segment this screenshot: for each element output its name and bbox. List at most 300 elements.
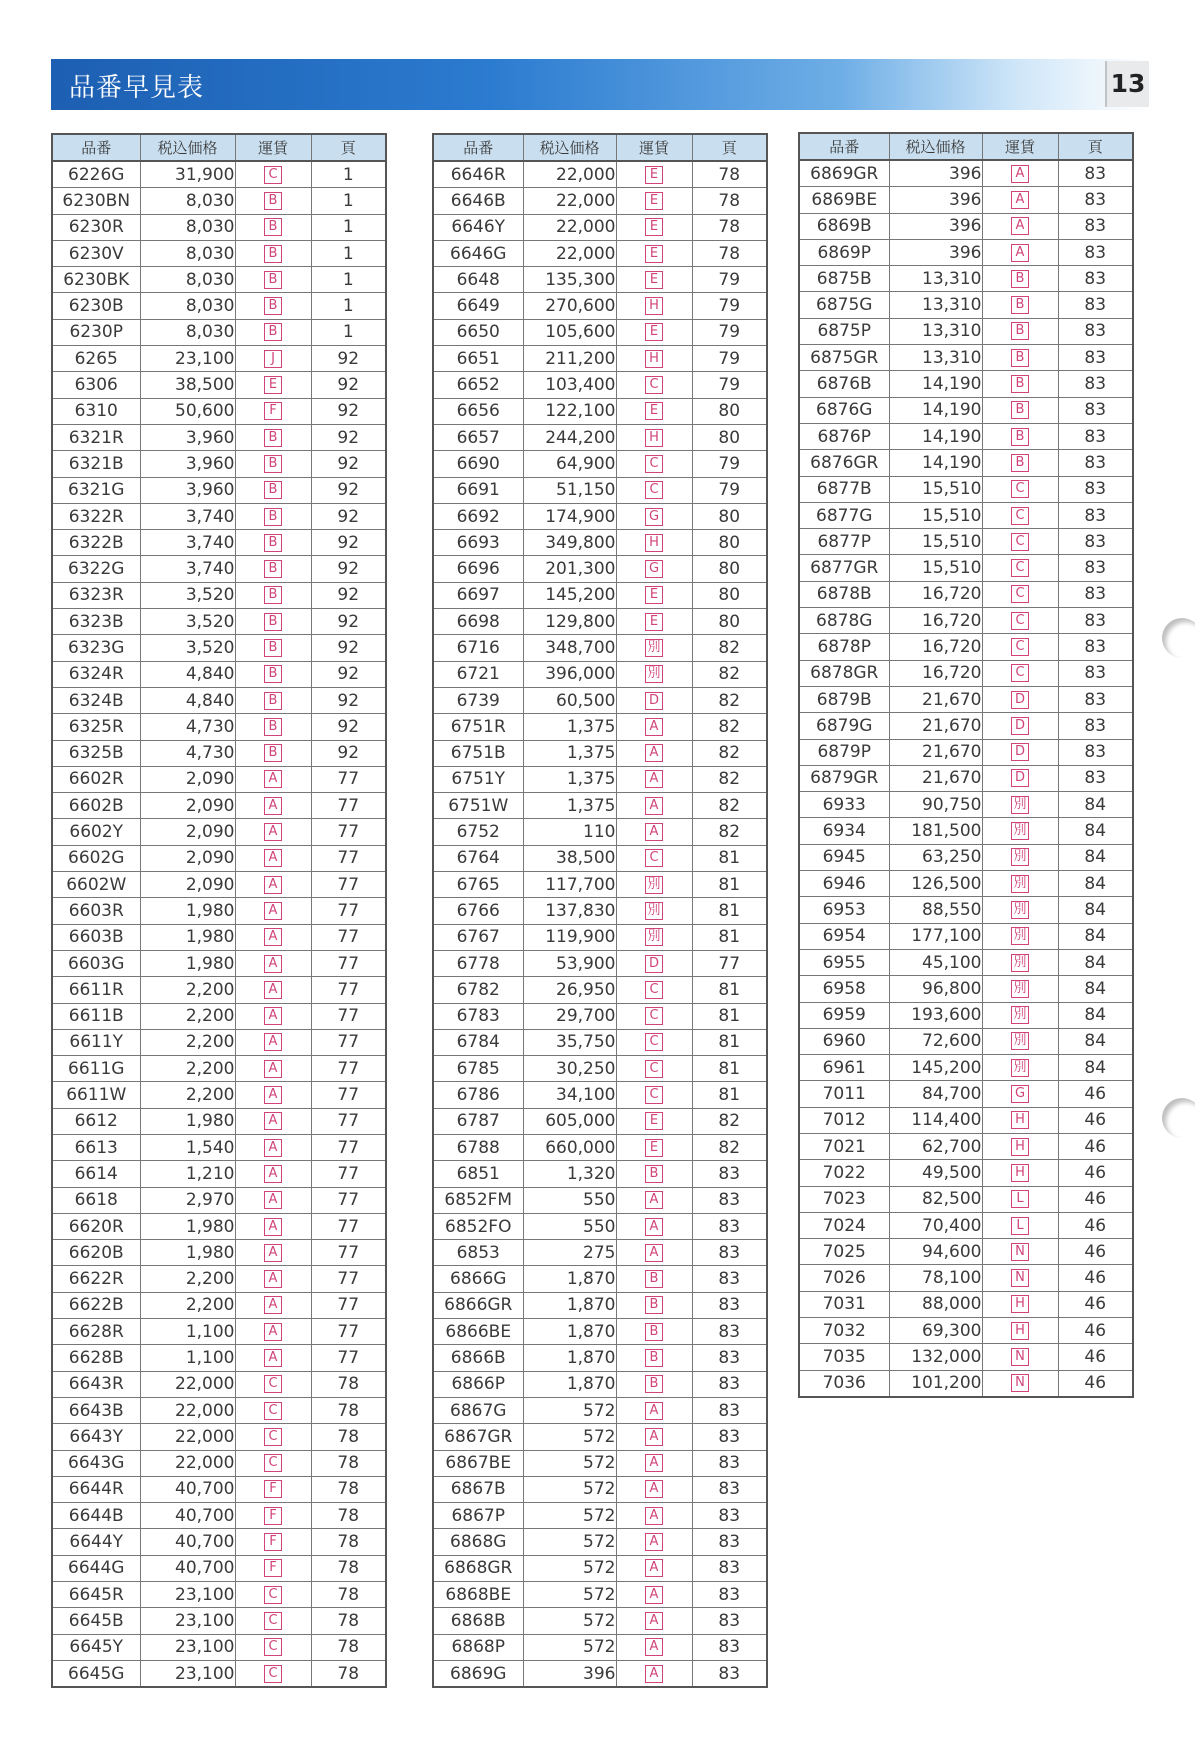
table-row bbox=[52, 687, 386, 713]
table-row bbox=[799, 739, 1133, 765]
item-code-cell: 6230R bbox=[52, 214, 140, 240]
table-row bbox=[799, 1081, 1133, 1107]
shipping-cell bbox=[235, 793, 311, 819]
price-cell: 132,000 bbox=[889, 1344, 982, 1370]
item-code-cell: 6613 bbox=[52, 1134, 140, 1160]
table-row bbox=[433, 845, 767, 871]
shipping-class-badge: E bbox=[645, 218, 663, 236]
table-row bbox=[799, 529, 1133, 555]
shipping-cell bbox=[982, 555, 1058, 581]
price-cell: 22,000 bbox=[523, 240, 616, 266]
table-row bbox=[52, 845, 386, 871]
shipping-class-badge: B bbox=[264, 665, 282, 683]
price-cell: 88,550 bbox=[889, 897, 982, 923]
table-row bbox=[52, 346, 386, 372]
shipping-class-badge: E bbox=[645, 402, 663, 420]
page-ref-cell: 92 bbox=[311, 372, 386, 398]
price-cell: 13,310 bbox=[889, 318, 982, 344]
page-ref-cell: 83 bbox=[692, 1319, 767, 1345]
page-ref-cell: 1 bbox=[311, 240, 386, 266]
item-code-cell: 6867B bbox=[433, 1476, 523, 1502]
shipping-class-badge: E bbox=[645, 1139, 663, 1157]
table-row bbox=[433, 766, 767, 792]
item-code-cell: 6230B bbox=[52, 293, 140, 319]
item-code-cell: 6644Y bbox=[52, 1529, 140, 1555]
item-code-cell: 6868G bbox=[433, 1529, 523, 1555]
price-cell: 1,375 bbox=[523, 793, 616, 819]
price-cell: 2,090 bbox=[140, 819, 235, 845]
shipping-class-badge: E bbox=[264, 376, 282, 394]
shipping-class-badge: A bbox=[645, 1454, 663, 1472]
shipping-cell bbox=[982, 660, 1058, 686]
page-ref-cell: 77 bbox=[311, 1029, 386, 1055]
item-code-cell: 6875P bbox=[799, 318, 889, 344]
price-cell: 96,800 bbox=[889, 976, 982, 1002]
page-ref-cell: 46 bbox=[1058, 1081, 1133, 1107]
price-cell: 1,870 bbox=[523, 1345, 616, 1371]
shipping-cell bbox=[616, 977, 692, 1003]
price-cell: 270,600 bbox=[523, 293, 616, 319]
table-row bbox=[52, 1397, 386, 1423]
price-cell: 3,960 bbox=[140, 451, 235, 477]
table-row bbox=[799, 1318, 1133, 1344]
page-ref-cell: 78 bbox=[311, 1634, 386, 1660]
item-code-cell: 6853 bbox=[433, 1240, 523, 1266]
table-row bbox=[433, 1003, 767, 1029]
shipping-class-badge: 別 bbox=[1011, 901, 1029, 919]
shipping-class-badge: B bbox=[264, 613, 282, 631]
page-ref-cell: 83 bbox=[1058, 371, 1133, 397]
table-row bbox=[52, 372, 386, 398]
shipping-class-badge: B bbox=[645, 1165, 663, 1183]
table-row bbox=[799, 713, 1133, 739]
item-code-cell: 7035 bbox=[799, 1344, 889, 1370]
item-code-cell: 6851 bbox=[433, 1161, 523, 1187]
table-row bbox=[52, 766, 386, 792]
table-row bbox=[52, 1450, 386, 1476]
shipping-class-badge: A bbox=[645, 1507, 663, 1525]
price-cell: 1,980 bbox=[140, 1108, 235, 1134]
table-row bbox=[52, 1608, 386, 1634]
shipping-class-badge: C bbox=[264, 1454, 282, 1472]
item-code-cell: 6322R bbox=[52, 503, 140, 529]
shipping-cell bbox=[982, 318, 1058, 344]
table-row bbox=[52, 1319, 386, 1345]
table-row bbox=[433, 319, 767, 345]
shipping-cell bbox=[616, 1371, 692, 1397]
item-code-cell: 6697 bbox=[433, 582, 523, 608]
page-ref-cell: 83 bbox=[692, 1634, 767, 1660]
item-code-cell: 6603B bbox=[52, 924, 140, 950]
page-ref-cell: 83 bbox=[1058, 187, 1133, 213]
price-cell: 135,300 bbox=[523, 267, 616, 293]
shipping-class-badge: A bbox=[645, 718, 663, 736]
table-row bbox=[52, 1476, 386, 1502]
price-cell: 29,700 bbox=[523, 1003, 616, 1029]
lookup-table-2 bbox=[432, 133, 768, 1688]
shipping-class-badge: B bbox=[1011, 296, 1029, 314]
page-ref-cell: 92 bbox=[311, 582, 386, 608]
shipping-cell bbox=[616, 372, 692, 398]
page-ref-cell: 92 bbox=[311, 687, 386, 713]
page-ref-cell: 80 bbox=[692, 556, 767, 582]
table-row bbox=[52, 1345, 386, 1371]
shipping-cell bbox=[616, 1187, 692, 1213]
shipping-cell bbox=[982, 292, 1058, 318]
item-code-cell: 6877B bbox=[799, 476, 889, 502]
item-code-cell: 6878GR bbox=[799, 660, 889, 686]
page-ref-cell: 81 bbox=[692, 1082, 767, 1108]
shipping-class-badge: 別 bbox=[1011, 927, 1029, 945]
table-row bbox=[433, 1292, 767, 1318]
shipping-cell bbox=[982, 1370, 1058, 1397]
price-cell: 62,700 bbox=[889, 1133, 982, 1159]
table-row bbox=[52, 214, 386, 240]
shipping-class-badge: F bbox=[264, 1559, 282, 1577]
page-number: 13 bbox=[1105, 61, 1149, 107]
price-cell: 1,100 bbox=[140, 1345, 235, 1371]
page-ref-cell: 83 bbox=[1058, 423, 1133, 449]
item-code-cell: 6657 bbox=[433, 424, 523, 450]
table-row bbox=[799, 844, 1133, 870]
table-row bbox=[52, 424, 386, 450]
table-row bbox=[52, 1161, 386, 1187]
price-cell: 22,000 bbox=[523, 161, 616, 188]
shipping-cell bbox=[616, 451, 692, 477]
price-cell: 129,800 bbox=[523, 609, 616, 635]
page-ref-cell: 79 bbox=[692, 346, 767, 372]
shipping-cell bbox=[616, 424, 692, 450]
item-code-cell: 6877G bbox=[799, 502, 889, 528]
shipping-class-badge: A bbox=[645, 770, 663, 788]
shipping-cell bbox=[616, 530, 692, 556]
column-header-shipping: 運賃 bbox=[982, 133, 1058, 160]
table-row bbox=[433, 635, 767, 661]
table-row bbox=[52, 714, 386, 740]
shipping-cell bbox=[616, 1503, 692, 1529]
shipping-cell bbox=[982, 529, 1058, 555]
page-ref-cell: 79 bbox=[692, 267, 767, 293]
item-code-cell: 6323G bbox=[52, 635, 140, 661]
shipping-class-badge: J bbox=[264, 350, 282, 368]
page-ref-cell: 80 bbox=[692, 530, 767, 556]
price-cell: 4,840 bbox=[140, 661, 235, 687]
price-cell: 572 bbox=[523, 1476, 616, 1502]
shipping-class-badge: H bbox=[1011, 1138, 1029, 1156]
page-ref-cell: 84 bbox=[1058, 792, 1133, 818]
table-row bbox=[52, 1187, 386, 1213]
price-cell: 15,510 bbox=[889, 502, 982, 528]
shipping-class-badge: B bbox=[264, 718, 282, 736]
item-code-cell: 6691 bbox=[433, 477, 523, 503]
price-cell: 8,030 bbox=[140, 267, 235, 293]
table-row bbox=[52, 188, 386, 214]
shipping-class-badge: A bbox=[264, 1007, 282, 1025]
page-ref-cell: 83 bbox=[1058, 397, 1133, 423]
price-cell: 4,730 bbox=[140, 740, 235, 766]
shipping-cell bbox=[235, 1529, 311, 1555]
item-code-cell: 6764 bbox=[433, 845, 523, 871]
item-code-cell: 6866GR bbox=[433, 1292, 523, 1318]
shipping-class-badge: B bbox=[645, 1270, 663, 1288]
price-cell: 275 bbox=[523, 1240, 616, 1266]
price-cell: 22,000 bbox=[140, 1371, 235, 1397]
item-code-cell: 6323R bbox=[52, 582, 140, 608]
price-cell: 40,700 bbox=[140, 1529, 235, 1555]
price-cell: 2,200 bbox=[140, 1003, 235, 1029]
page-ref-cell: 1 bbox=[311, 214, 386, 240]
table-row bbox=[799, 160, 1133, 187]
shipping-cell bbox=[982, 397, 1058, 423]
shipping-cell bbox=[235, 556, 311, 582]
page-ref-cell: 83 bbox=[692, 1529, 767, 1555]
table-row bbox=[799, 1212, 1133, 1238]
table-row bbox=[433, 240, 767, 266]
price-cell: 22,000 bbox=[140, 1450, 235, 1476]
shipping-class-badge: A bbox=[645, 1559, 663, 1577]
shipping-cell bbox=[235, 1582, 311, 1608]
table-row bbox=[799, 1239, 1133, 1265]
binder-hole-bottom bbox=[1162, 1098, 1195, 1138]
price-cell: 50,600 bbox=[140, 398, 235, 424]
table-row bbox=[433, 1345, 767, 1371]
price-cell: 8,030 bbox=[140, 240, 235, 266]
price-cell: 69,300 bbox=[889, 1318, 982, 1344]
price-cell: 2,970 bbox=[140, 1187, 235, 1213]
item-code-cell: 6602Y bbox=[52, 819, 140, 845]
shipping-class-badge: A bbox=[645, 1428, 663, 1446]
shipping-cell bbox=[982, 1265, 1058, 1291]
price-cell: 14,190 bbox=[889, 371, 982, 397]
table-row bbox=[433, 1424, 767, 1450]
table-row bbox=[433, 424, 767, 450]
price-cell: 126,500 bbox=[889, 871, 982, 897]
table-row bbox=[433, 819, 767, 845]
item-code-cell: 6954 bbox=[799, 923, 889, 949]
page-ref-cell: 83 bbox=[1058, 608, 1133, 634]
table-row bbox=[52, 1108, 386, 1134]
item-code-cell: 6646B bbox=[433, 188, 523, 214]
page-ref-cell: 82 bbox=[692, 1108, 767, 1134]
page-ref-cell: 78 bbox=[692, 161, 767, 188]
shipping-class-badge: A bbox=[264, 1112, 282, 1130]
shipping-cell bbox=[235, 293, 311, 319]
shipping-class-badge: A bbox=[645, 1533, 663, 1551]
price-cell: 21,670 bbox=[889, 713, 982, 739]
item-code-cell: 7036 bbox=[799, 1370, 889, 1397]
shipping-class-badge: D bbox=[645, 955, 663, 973]
shipping-cell bbox=[235, 1476, 311, 1502]
table-row bbox=[52, 1503, 386, 1529]
shipping-cell bbox=[235, 1082, 311, 1108]
price-cell: 572 bbox=[523, 1529, 616, 1555]
page-ref-cell: 92 bbox=[311, 503, 386, 529]
shipping-class-badge: G bbox=[645, 560, 663, 578]
page-ref-cell: 82 bbox=[692, 635, 767, 661]
shipping-class-badge: E bbox=[645, 271, 663, 289]
shipping-cell bbox=[982, 213, 1058, 239]
shipping-class-badge: C bbox=[264, 1428, 282, 1446]
shipping-cell bbox=[982, 371, 1058, 397]
shipping-cell bbox=[616, 1108, 692, 1134]
shipping-class-badge: C bbox=[645, 1060, 663, 1078]
item-code-cell: 6602R bbox=[52, 766, 140, 792]
table-row bbox=[52, 1529, 386, 1555]
column-header-page: 頁 bbox=[692, 134, 767, 161]
item-code-cell: 6265 bbox=[52, 346, 140, 372]
item-code-cell: 6649 bbox=[433, 293, 523, 319]
item-code-cell: 6644R bbox=[52, 1476, 140, 1502]
table-row bbox=[799, 1160, 1133, 1186]
table-row bbox=[433, 609, 767, 635]
shipping-cell bbox=[235, 451, 311, 477]
table-row bbox=[52, 451, 386, 477]
shipping-class-badge: G bbox=[1011, 1085, 1029, 1103]
table-row bbox=[52, 477, 386, 503]
shipping-class-badge: A bbox=[645, 1665, 663, 1683]
page-ref-cell: 77 bbox=[311, 1056, 386, 1082]
shipping-class-badge: H bbox=[1011, 1322, 1029, 1340]
item-code-cell: 7012 bbox=[799, 1107, 889, 1133]
shipping-class-badge: A bbox=[264, 797, 282, 815]
price-cell: 8,030 bbox=[140, 293, 235, 319]
item-code-cell: 7031 bbox=[799, 1291, 889, 1317]
shipping-class-badge: C bbox=[1011, 585, 1029, 603]
price-cell: 16,720 bbox=[889, 634, 982, 660]
page-ref-cell: 77 bbox=[692, 950, 767, 976]
item-code-cell: 6868GR bbox=[433, 1555, 523, 1581]
shipping-cell bbox=[982, 450, 1058, 476]
table-row bbox=[52, 609, 386, 635]
table-row bbox=[52, 1003, 386, 1029]
shipping-cell bbox=[982, 476, 1058, 502]
table-row bbox=[52, 898, 386, 924]
shipping-class-badge: 別 bbox=[1011, 954, 1029, 972]
shipping-class-badge: A bbox=[264, 955, 282, 973]
page-ref-cell: 82 bbox=[692, 819, 767, 845]
shipping-cell bbox=[616, 1529, 692, 1555]
item-code-cell: 6230BN bbox=[52, 188, 140, 214]
shipping-cell bbox=[616, 950, 692, 976]
item-code-cell: 6869BE bbox=[799, 187, 889, 213]
shipping-cell bbox=[235, 424, 311, 450]
column-header-shipping: 運賃 bbox=[235, 134, 311, 161]
page-ref-cell: 83 bbox=[692, 1424, 767, 1450]
price-cell: 174,900 bbox=[523, 503, 616, 529]
price-cell: 201,300 bbox=[523, 556, 616, 582]
page-ref-cell: 92 bbox=[311, 346, 386, 372]
shipping-cell bbox=[982, 239, 1058, 265]
shipping-class-badge: L bbox=[1011, 1217, 1029, 1235]
table-row bbox=[433, 398, 767, 424]
price-cell: 21,670 bbox=[889, 686, 982, 712]
table-row bbox=[52, 635, 386, 661]
item-code-cell: 6310 bbox=[52, 398, 140, 424]
page-ref-cell: 92 bbox=[311, 635, 386, 661]
shipping-class-badge: A bbox=[264, 1323, 282, 1341]
shipping-cell bbox=[982, 1002, 1058, 1028]
item-code-cell: 6876B bbox=[799, 371, 889, 397]
item-code-cell: 6611W bbox=[52, 1082, 140, 1108]
page-ref-cell: 83 bbox=[1058, 160, 1133, 187]
price-cell: 396 bbox=[889, 160, 982, 187]
shipping-cell bbox=[616, 1319, 692, 1345]
price-cell: 51,150 bbox=[523, 477, 616, 503]
page-ref-cell: 79 bbox=[692, 319, 767, 345]
item-code-cell: 6878P bbox=[799, 634, 889, 660]
shipping-cell bbox=[616, 1634, 692, 1660]
page-ref-cell: 81 bbox=[692, 898, 767, 924]
price-cell: 572 bbox=[523, 1582, 616, 1608]
price-cell: 177,100 bbox=[889, 923, 982, 949]
price-cell: 38,500 bbox=[140, 372, 235, 398]
page-ref-cell: 78 bbox=[311, 1582, 386, 1608]
page-ref-cell: 78 bbox=[311, 1660, 386, 1687]
price-cell: 1,100 bbox=[140, 1319, 235, 1345]
price-cell: 211,200 bbox=[523, 346, 616, 372]
price-cell: 84,700 bbox=[889, 1081, 982, 1107]
shipping-class-badge: 別 bbox=[645, 639, 663, 657]
page-ref-cell: 46 bbox=[1058, 1186, 1133, 1212]
page-ref-cell: 83 bbox=[692, 1608, 767, 1634]
shipping-class-badge: B bbox=[1011, 322, 1029, 340]
page-ref-cell: 92 bbox=[311, 424, 386, 450]
page-ref-cell: 78 bbox=[311, 1450, 386, 1476]
shipping-cell bbox=[616, 661, 692, 687]
page-ref-cell: 77 bbox=[311, 1108, 386, 1134]
shipping-cell bbox=[982, 423, 1058, 449]
table-row bbox=[799, 239, 1133, 265]
shipping-cell bbox=[235, 1608, 311, 1634]
shipping-cell bbox=[982, 1055, 1058, 1081]
item-code-cell: 6325R bbox=[52, 714, 140, 740]
page-ref-cell: 83 bbox=[692, 1450, 767, 1476]
item-code-cell: 6611Y bbox=[52, 1029, 140, 1055]
table-row bbox=[52, 1056, 386, 1082]
table-row bbox=[433, 1213, 767, 1239]
item-code-cell: 6866BE bbox=[433, 1319, 523, 1345]
price-cell: 3,960 bbox=[140, 477, 235, 503]
table-row bbox=[799, 634, 1133, 660]
table-row bbox=[433, 1371, 767, 1397]
shipping-cell bbox=[982, 1107, 1058, 1133]
price-cell: 572 bbox=[523, 1503, 616, 1529]
shipping-cell bbox=[616, 1292, 692, 1318]
shipping-cell bbox=[235, 1371, 311, 1397]
price-cell: 70,400 bbox=[889, 1212, 982, 1238]
shipping-cell bbox=[616, 1450, 692, 1476]
page-ref-cell: 77 bbox=[311, 1082, 386, 1108]
table-row bbox=[799, 871, 1133, 897]
table-row bbox=[433, 346, 767, 372]
shipping-class-badge: C bbox=[645, 981, 663, 999]
shipping-cell bbox=[235, 1319, 311, 1345]
price-cell: 348,700 bbox=[523, 635, 616, 661]
item-code-cell: 6602G bbox=[52, 845, 140, 871]
item-code-cell: 6787 bbox=[433, 1108, 523, 1134]
shipping-class-badge: D bbox=[1011, 717, 1029, 735]
shipping-class-badge: 別 bbox=[645, 665, 663, 683]
item-code-cell: 6739 bbox=[433, 687, 523, 713]
item-code-cell: 6643B bbox=[52, 1397, 140, 1423]
price-cell: 1,980 bbox=[140, 924, 235, 950]
item-code-cell: 6614 bbox=[52, 1161, 140, 1187]
price-cell: 38,500 bbox=[523, 845, 616, 871]
page-ref-cell: 92 bbox=[311, 530, 386, 556]
shipping-cell bbox=[982, 897, 1058, 923]
shipping-class-badge: A bbox=[264, 1191, 282, 1209]
shipping-class-badge: C bbox=[1011, 664, 1029, 682]
